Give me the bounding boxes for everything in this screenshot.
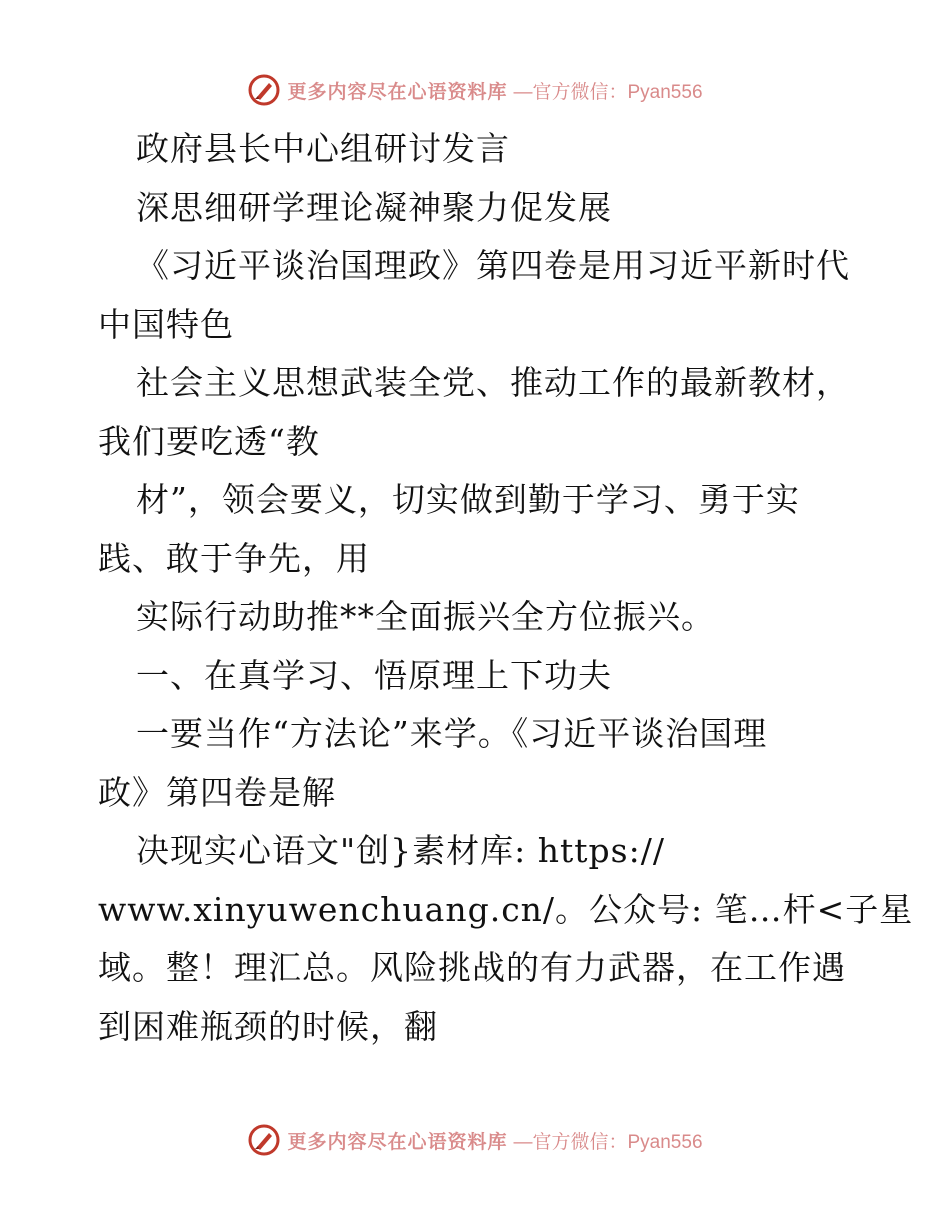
doc-line: 中国特色 <box>98 304 234 344</box>
footer-watermark <box>0 1120 950 1160</box>
header-watermark <box>0 70 950 110</box>
doc-line: 政》第四卷是解 <box>98 772 336 812</box>
doc-line: 材”，领会要义，切实做到勤于学习、勇于实 <box>136 480 800 519</box>
logo-icon <box>247 73 281 107</box>
doc-line: 《习近平谈治国理政》第四卷是用习近平新时代 <box>136 246 850 285</box>
document-body <box>98 120 914 1056</box>
doc-line: www.xinyuwenchuang.cn/。公众号: 笔…杆<子星 <box>98 889 914 929</box>
doc-line: 社会主义思想武装全党、推动工作的最新教材， <box>136 363 850 402</box>
doc-line: 到困难瓶颈的时候，翻 <box>98 1006 438 1046</box>
watermark-text: 更多内容尽在心语资料库 <box>287 1130 508 1153</box>
watermark-text: 更多内容尽在心语资料库 <box>287 80 508 103</box>
doc-line: 践、敢于争先，用 <box>98 538 370 578</box>
logo-icon <box>247 1123 281 1157</box>
doc-line: 一要当作“方法论”来学。《习近平谈治国理 <box>136 714 768 753</box>
doc-line: 政府县长中心组研讨发言 <box>136 129 510 168</box>
doc-line: 一、在真学习、悟原理上下功夫 <box>136 655 612 695</box>
doc-line: 决现实心语文"创}素材库: https:// <box>136 831 665 870</box>
watermark-suffix: —官方微信：Pyan556 <box>513 81 703 103</box>
watermark-suffix: —官方微信：Pyan556 <box>513 1131 703 1153</box>
doc-line: 实际行动助推**全面振兴全方位振兴。 <box>136 597 715 636</box>
doc-line: 深思细研学理论凝神聚力促发展 <box>136 187 612 227</box>
doc-line: 域。整！理汇总。风险挑战的有力武器，在工作遇 <box>98 948 846 987</box>
doc-line: 我们要吃透“教 <box>98 421 320 461</box>
